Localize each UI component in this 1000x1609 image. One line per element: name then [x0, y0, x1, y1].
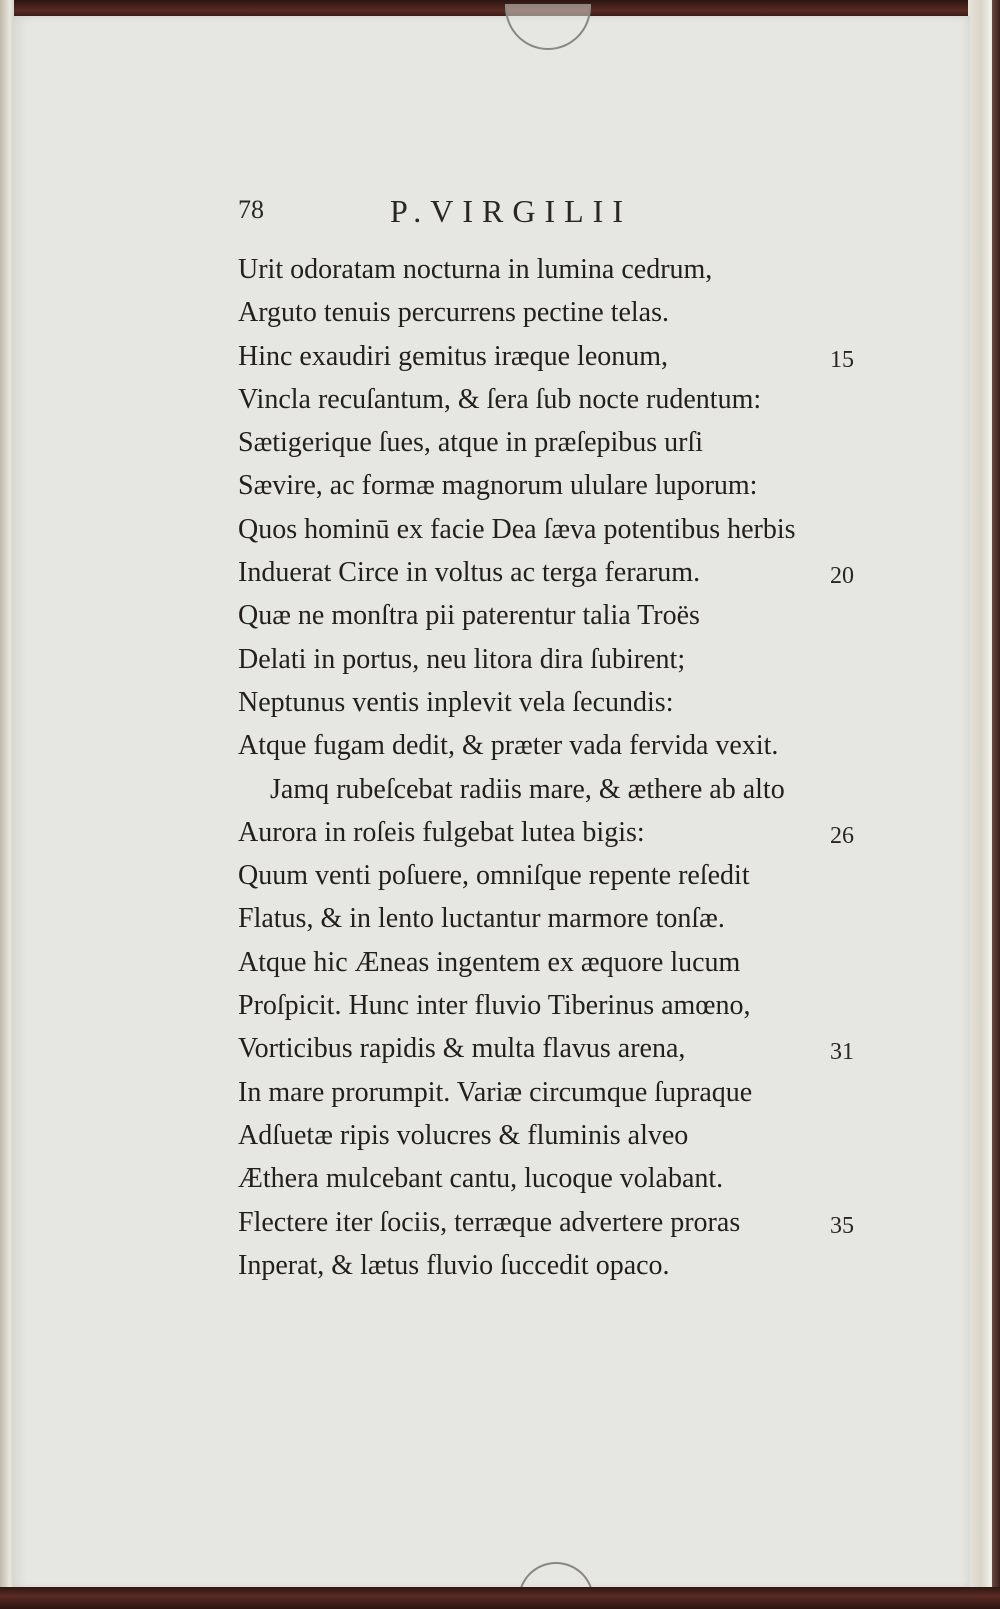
verse-text: Induerat Circe in voltus ac terga ferarum.: [238, 557, 701, 589]
verse-text: Quos hominū ex facie Dea ſæva potentibus herbis: [238, 513, 796, 545]
verse-line: [238, 421, 878, 464]
verse-line: [238, 1244, 878, 1287]
page-header: [238, 193, 838, 233]
verse-line: [238, 638, 878, 681]
verse-text: Atque hic Æneas ingentem ex æquore lucum: [238, 946, 741, 978]
page-number: 78: [238, 195, 264, 224]
verse-line: [238, 854, 878, 897]
verse-text: Quum venti poſuere, omniſque repente reſedit: [238, 860, 750, 892]
verse-text: Atque fugam dedit, & præter vada fervida vexit.: [238, 730, 779, 762]
verse-text: Aurora in roſeis fulgebat lutea bigis:: [238, 816, 645, 848]
verse-text: Vincla recuſantum, & ſera ſub nocte rudentum:: [238, 383, 762, 415]
verse-line: [238, 291, 878, 334]
verse-text: Proſpicit. Hunc inter fluvio Tiberinus amœno,: [238, 990, 751, 1022]
verse-line: [238, 1114, 878, 1157]
verse-text: Delati in portus, neu litora dira ſubirent;: [238, 643, 686, 675]
verse-text: Vorticibus rapidis & multa flavus arena,: [238, 1033, 686, 1065]
verse-line: [238, 1071, 878, 1114]
verse-line: [238, 681, 878, 724]
line-number: 15: [830, 346, 854, 373]
line-number: 26: [830, 822, 854, 849]
verse-line: [238, 1027, 878, 1070]
verse-line: [238, 984, 878, 1027]
verse-text: Flatus, & in lento luctantur marmore tonſæ.: [238, 903, 725, 935]
page-gutter-edge: [0, 0, 14, 1609]
running-title: P.VIRGILII: [390, 193, 632, 229]
verse-line: [238, 594, 878, 637]
verse-text: Sævire, ac formæ magnorum ululare luporum:: [238, 470, 758, 502]
verse-text: Neptunus ventis inplevit vela ſecundis:: [238, 686, 674, 718]
verse-line: [238, 1157, 878, 1200]
verse-text: Hinc exaudiri gemitus iræque leonum,: [238, 340, 669, 372]
verse-line: [238, 378, 878, 421]
verse-line: [238, 335, 878, 378]
verse-line: [238, 811, 878, 854]
verse-text: Urit odoratam nocturna in lumina cedrum,: [238, 254, 713, 285]
verse-line: [238, 941, 878, 984]
line-number: 20: [830, 563, 854, 590]
verse-line: [238, 508, 878, 551]
verse-text: Sætigerique ſues, atque in præſepibus urſi: [238, 427, 704, 459]
verse-text: Æthera mulcebant cantu, lucoque volabant.: [238, 1163, 724, 1195]
verse-text: Inperat, & lætus fluvio ſuccedit opaco.: [238, 1249, 670, 1281]
line-number: 35: [830, 1212, 854, 1239]
verse-line: [238, 551, 878, 594]
verse-line: [238, 248, 878, 291]
verse-line: [238, 724, 878, 767]
verse-text: Flectere iter ſociis, terræque advertere proras: [238, 1206, 741, 1238]
verse-text: Adſuetæ ripis volucres & fluminis alveo: [238, 1119, 689, 1151]
verse-text: In mare prorumpit. Variæ circumque ſupraque: [238, 1076, 753, 1108]
book-cover-bottom-edge: [0, 1587, 1000, 1609]
verse-text: Quæ ne monſtra pii paterentur talia Troës: [238, 600, 700, 632]
line-number: 31: [830, 1039, 854, 1066]
verse-line: [238, 768, 878, 811]
verse-line: [238, 1201, 878, 1244]
verse-text: Arguto tenuis percurrens pectine telas.: [238, 297, 670, 329]
verse-text: Jamq rubeſcebat radiis mare, & æthere ab alto: [270, 773, 785, 805]
page-fore-edge: [968, 0, 1000, 1609]
verse-block: [238, 248, 878, 1287]
verse-line: [238, 897, 878, 940]
verse-line: [238, 464, 878, 507]
